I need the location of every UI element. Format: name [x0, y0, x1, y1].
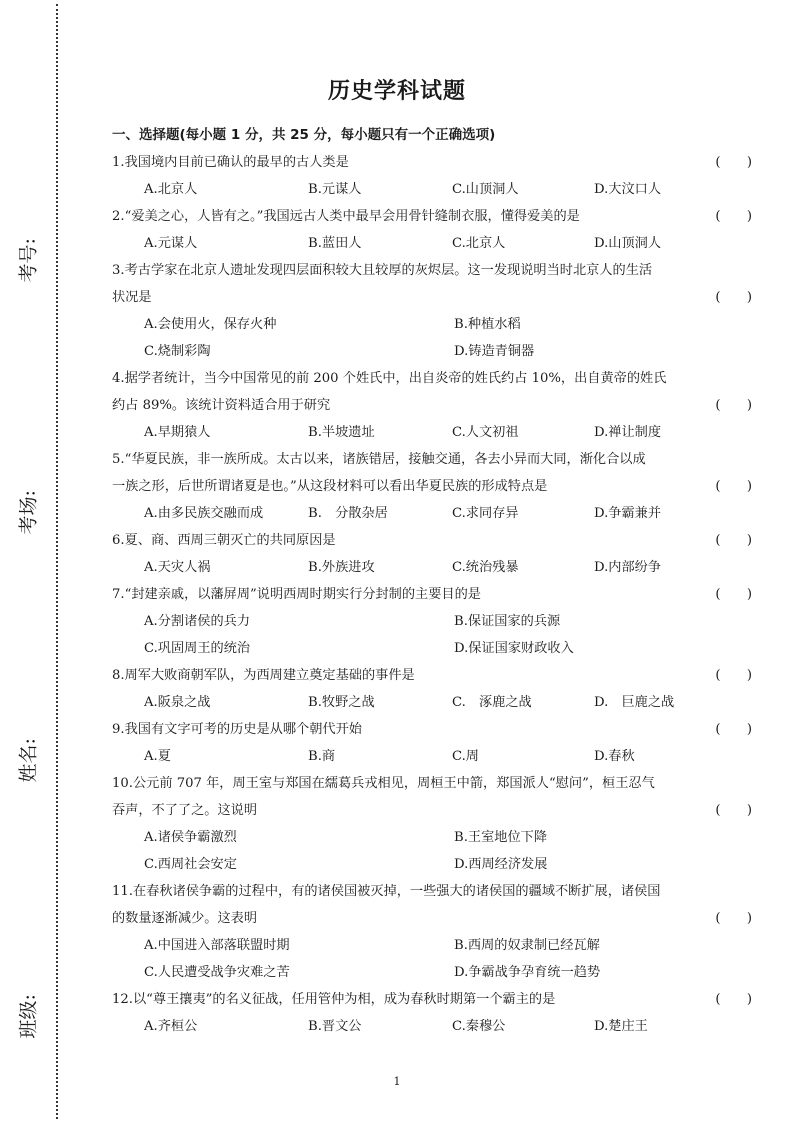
question-3-stem-cont [112, 284, 752, 311]
question-9-stem [112, 716, 752, 743]
option-b: B.商 [308, 749, 336, 764]
question-text: 8.周军大败商朝军队，为西周建立奠定基础的事件是 [112, 668, 415, 683]
question-4-stem-cont [112, 392, 752, 419]
option-d: D.争霸战争孕育统一趋势 [454, 965, 601, 980]
option-c: C.巩固周王的统治 [144, 641, 251, 656]
section-heading: 一、选择题(每小题 1 分，共 25 分，每小题只有一个正确选项) [112, 127, 496, 143]
option-b: B.外族进攻 [308, 560, 375, 575]
option-c: C. 涿鹿之战 [452, 695, 532, 710]
answer-bracket: ( ) [715, 668, 752, 683]
option-a: A.分割诸侯的兵力 [144, 614, 251, 629]
option-c: C.人文初祖 [452, 425, 519, 440]
class-label: 班级: [17, 994, 40, 1039]
question-5-options [112, 500, 752, 527]
question-1-options [112, 176, 752, 203]
question-10-options-row2 [112, 851, 752, 878]
option-a: A.北京人 [144, 182, 198, 197]
option-c: C.秦穆公 [452, 1019, 506, 1034]
answer-bracket: ( ) [715, 398, 752, 413]
option-a: A.齐桓公 [144, 1019, 198, 1034]
question-text: 一族之形，后世所谓诸夏是也。”从这段材料可以看出华夏民族的形成特点是 [112, 479, 548, 494]
option-b: B.西周的奴隶制已经瓦解 [454, 938, 600, 953]
exam-number-label: 考号: [17, 238, 40, 283]
option-c: C.山顶洞人 [452, 182, 519, 197]
question-text: 2.“爱美之心，人皆有之。”我国远古人类中最早会用骨针缝制衣服，懂得爱美的是 [112, 209, 580, 224]
option-c: C.统治残暴 [452, 560, 519, 575]
question-8-options [112, 689, 752, 716]
option-b: B.元谋人 [308, 182, 362, 197]
question-11-stem-cont [112, 905, 752, 932]
option-d: D.铸造青铜器 [454, 344, 535, 359]
option-b: B.保证国家的兵源 [454, 614, 561, 629]
option-b: B.蓝田人 [308, 236, 362, 251]
page-title: 历史学科试题 [327, 79, 466, 104]
question-text: 4.据学者统计，当今中国常见的前 200 个姓氏中，出自炎帝的姓氏约占 10%，出自黄帝的姓氏 [112, 371, 667, 386]
answer-bracket: ( ) [715, 911, 752, 926]
exam-room-label: 考场: [17, 490, 40, 535]
question-text: 10.公元前 707 年，周王室与郑国在繻葛兵戎相见，周桓王中箭，郑国派人“慰问”，桓王忍气 [112, 776, 655, 791]
question-10-stem [112, 770, 752, 797]
option-c: C.求同存异 [452, 506, 519, 521]
option-a: A.阪泉之战 [144, 695, 211, 710]
option-a: A.由多民族交融而成 [144, 506, 264, 521]
answer-bracket: ( ) [715, 722, 752, 737]
answer-bracket: ( ) [715, 209, 752, 224]
answer-bracket: ( ) [715, 479, 752, 494]
option-d: D.西周经济发展 [454, 857, 548, 872]
option-b: B.牧野之战 [308, 695, 375, 710]
option-d: D.争霸兼并 [594, 506, 662, 521]
question-text: 的数量逐渐减少。这表明 [112, 911, 258, 926]
option-b: B.晋文公 [308, 1019, 362, 1034]
option-c: C.烧制彩陶 [144, 344, 211, 359]
option-b: B. 分散杂居 [308, 506, 388, 521]
option-c: C.北京人 [452, 236, 506, 251]
option-d: D.春秋 [594, 749, 635, 764]
question-6-stem [112, 527, 752, 554]
question-text: 7.“封建亲戚，以藩屏周”说明西周时期实行分封制的主要目的是 [112, 587, 481, 602]
option-b: B.王室地位下降 [454, 830, 548, 845]
question-11-stem [112, 878, 752, 905]
question-4-stem [112, 365, 752, 392]
question-3-options-row1 [112, 311, 752, 338]
option-a: A.早期猿人 [144, 425, 211, 440]
question-5-stem [112, 446, 752, 473]
option-a: A.夏 [144, 749, 171, 764]
option-a: A.天灾人祸 [144, 560, 211, 575]
binding-dotted-line [56, 4, 58, 1119]
option-c: C.人民遭受战争灾难之苦 [144, 965, 290, 980]
question-8-stem [112, 662, 752, 689]
name-label: 姓名: [17, 738, 40, 783]
question-5-stem-cont [112, 473, 752, 500]
question-text: 11.在春秋诸侯争霸的过程中，有的诸侯国被灭掉，一些强大的诸侯国的疆域不断扩展，诸侯国 [112, 884, 661, 899]
question-3-stem [112, 257, 752, 284]
question-7-options-row1 [112, 608, 752, 635]
question-2-options [112, 230, 752, 257]
option-a: A.元谋人 [144, 236, 198, 251]
question-text: 12.以“尊王攘夷”的名义征战，任用管仲为相，成为春秋时期第一个霸主的是 [112, 992, 556, 1007]
question-7-stem [112, 581, 752, 608]
question-text: 吞声，不了了之。这说明 [112, 803, 258, 818]
question-text: 6.夏、商、西周三朝灭亡的共同原因是 [112, 533, 336, 548]
option-d: D. 巨鹿之战 [594, 695, 675, 710]
question-text: 5.“华夏民族，非一族所成。太古以来，诸族错居，接触交通，各去小异而大同，渐化合以成 [112, 452, 646, 467]
option-d: D.禅让制度 [594, 425, 662, 440]
question-text: 9.我国有文字可考的历史是从哪个朝代开始 [112, 722, 362, 737]
answer-bracket: ( ) [715, 533, 752, 548]
page-number: 1 [393, 1075, 401, 1088]
question-text: 状况是 [112, 290, 152, 305]
question-9-options [112, 743, 752, 770]
option-c: C.西周社会安定 [144, 857, 237, 872]
question-2-stem [112, 203, 752, 230]
question-3-options-row2 [112, 338, 752, 365]
option-c: C.周 [452, 749, 479, 764]
answer-bracket: ( ) [715, 992, 752, 1007]
option-d: D.楚庄王 [594, 1019, 648, 1034]
question-list [112, 122, 752, 1040]
question-text: 约占 89%。该统计资料适合用于研究 [112, 398, 331, 413]
question-text: 3.考古学家在北京人遗址发现四层面积较大且较厚的灰烬层。这一发现说明当时北京人的生活 [112, 263, 653, 278]
option-d: D.内部纷争 [594, 560, 662, 575]
option-a: A.会使用火，保存火种 [144, 317, 277, 332]
answer-bracket: ( ) [715, 803, 752, 818]
question-text: 1.我国境内目前已确认的最早的古人类是 [112, 155, 349, 170]
question-1-stem [112, 149, 752, 176]
question-6-options [112, 554, 752, 581]
question-10-options-row1 [112, 824, 752, 851]
option-d: D.山顶洞人 [594, 236, 662, 251]
question-7-options-row2 [112, 635, 752, 662]
option-a: A.中国进入部落联盟时期 [144, 938, 290, 953]
question-11-options-row2 [112, 959, 752, 986]
question-12-options [112, 1013, 752, 1040]
question-12-stem [112, 986, 752, 1013]
answer-bracket: ( ) [715, 587, 752, 602]
question-4-options [112, 419, 752, 446]
option-b: B.种植水稻 [454, 317, 521, 332]
question-11-options-row1 [112, 932, 752, 959]
option-b: B.半坡遗址 [308, 425, 375, 440]
option-d: D.保证国家财政收入 [454, 641, 574, 656]
answer-bracket: ( ) [715, 155, 752, 170]
option-d: D.大汶口人 [594, 182, 662, 197]
answer-bracket: ( ) [715, 290, 752, 305]
question-10-stem-cont [112, 797, 752, 824]
option-a: A.诸侯争霸激烈 [144, 830, 237, 845]
